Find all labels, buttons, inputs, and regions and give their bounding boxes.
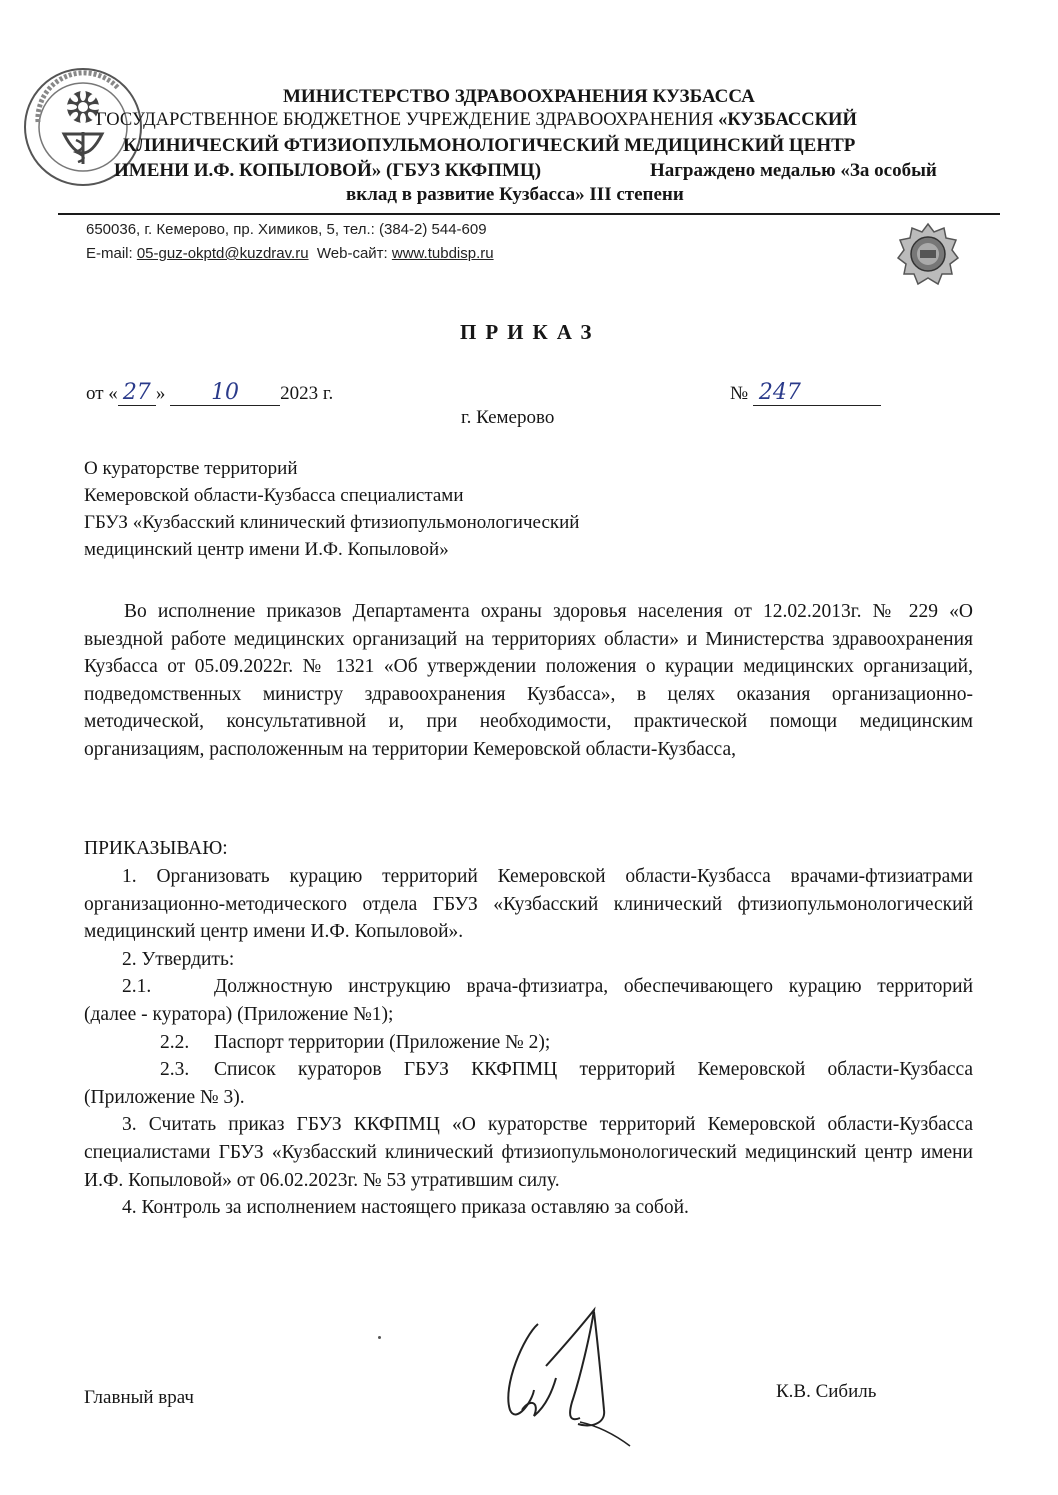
order-subject — [84, 455, 579, 563]
header-divider — [58, 213, 1000, 215]
email-link[interactable]: 05-guz-okptd@kuzdrav.ru — [136, 245, 309, 262]
item-2-1 — [84, 973, 973, 1028]
item-4: 4. Контроль за исполнением настоящего приказа оставляю за собой. — [122, 1197, 689, 1219]
award-line-2: вклад в развитие Кузбасса» III степени — [346, 184, 684, 205]
contact-links — [86, 245, 494, 262]
number-label: № — [730, 383, 753, 404]
email-label: E-mail: — [86, 245, 137, 262]
subject-line: медицинский центр имени И.Ф. Копыловой» — [84, 539, 449, 560]
order-day: 27 — [118, 380, 156, 406]
address: 650036, г. Кемерово, пр. Химиков, 5, тел.: (384-2) 544-609 — [86, 221, 487, 238]
date-prefix: от « — [86, 383, 118, 404]
order-month: 10 — [170, 380, 280, 406]
web-label: Web-сайт: — [308, 245, 392, 262]
institution-type: ГОСУДАРСТВЕННОЕ БЮДЖЕТНОЕ УЧРЕЖДЕНИЕ ЗДРАВООХРАНЕНИЯ — [96, 110, 719, 130]
item-2-3-text: Список кураторов ГБУЗ ККФПМЦ территорий Кемеровской области-Кузбасса (Приложение № 3). — [84, 1059, 973, 1108]
subject-line: Кемеровской области-Кузбасса специалистами — [84, 485, 464, 506]
item-1: 1. Организовать курацию территорий Кемеровской области-Кузбасса врачами-фтизиатрами организационно-методического отдела ГБУЗ «Кузбасский клинический фтизиопульмонологический медицинский центр имени И.Ф. Копыловой». — [84, 866, 973, 943]
award-line-1: Награждено медалью «За особый — [650, 160, 937, 181]
order-date — [86, 380, 333, 406]
item-2-1-text: Должностную инструкцию врача-фтизиатра, обеспечивающего курацию территорий (далее - куратора) (Приложение №1); — [84, 976, 973, 1025]
institution-short-name: ИМЕНИ И.Ф. КОПЫЛОВОЙ» (ГБУЗ ККФПМЦ) — [114, 160, 542, 181]
ministry-name: МИНИСТЕРСТВО ЗДРАВООХРАНЕНИЯ КУЗБАССА — [283, 86, 755, 107]
institution-line-2: КЛИНИЧЕСКИЙ ФТИЗИОПУЛЬМОНОЛОГИЧЕСКИЙ МЕДИЦИНСКИЙ ЦЕНТР — [123, 135, 856, 156]
signatory-role: Главный врач — [84, 1387, 194, 1408]
date-separator: » — [155, 383, 171, 404]
item-3: 3. Считать приказ ГБУЗ ККФПМЦ «О кураторстве территорий Кемеровской области-Кузбасса специалистами ГБУЗ «Кузбасский клинический фтизиопульмонологический медицинский центр имени И.Ф. Копыловой» от 06.02.2023г. № 53 утратившим силу. — [84, 1114, 973, 1191]
institution-line-1 — [96, 110, 857, 131]
institution-line-3 — [114, 160, 937, 182]
item-2-3-number: 2.3. — [160, 1059, 190, 1081]
institution-name-start: «КУЗБАССКИЙ — [718, 110, 857, 130]
order-items — [84, 863, 973, 1222]
order-keyword: ПРИКАЗЫВАЮ: — [84, 838, 228, 859]
order-city: г. Кемерово — [461, 407, 555, 428]
order-year: 2023 г. — [280, 383, 334, 404]
subject-line: О кураторстве территорий — [84, 458, 298, 479]
document-title: ПРИКАЗ — [460, 320, 601, 344]
item-2-2-number: 2.2. — [160, 1031, 190, 1053]
item-2: 2. Утвердить: — [122, 948, 235, 970]
order-number — [730, 380, 881, 406]
website-link[interactable]: www.tubdisp.ru — [391, 245, 494, 262]
item-2-1-number: 2.1. — [122, 976, 152, 998]
item-2-2 — [84, 1029, 973, 1057]
ink-dot — [378, 1336, 381, 1339]
item-2-2-text: Паспорт территории (Приложение № 2); — [214, 1031, 551, 1053]
subject-line: ГБУЗ «Кузбасский клинический фтизиопульмонологический — [84, 512, 580, 533]
medal-icon — [896, 222, 960, 286]
intro-paragraph: Во исполнение приказов Департамента охраны здоровья населения от 12.02.2013г. № 229 «О выездной работе медицинских организаций на территориях области» и Министерства здравоохранения Кузбасса от 05.09.2022г. № 1321 «Об утверждении положения о курации медицинских организаций, подведомственных министру здравоохранения Кузбасса», в целях оказания организационно-методической, консультативной и, при необходимости, практической помощи медицинским организациям, расположенным на территории Кемеровской области-Кузбасса, — [84, 601, 973, 760]
handwritten-signature — [494, 1306, 644, 1456]
signatory-name: К.В. Сибиль — [776, 1381, 877, 1402]
item-2-3 — [84, 1056, 973, 1111]
order-number-value: 247 — [753, 380, 881, 406]
